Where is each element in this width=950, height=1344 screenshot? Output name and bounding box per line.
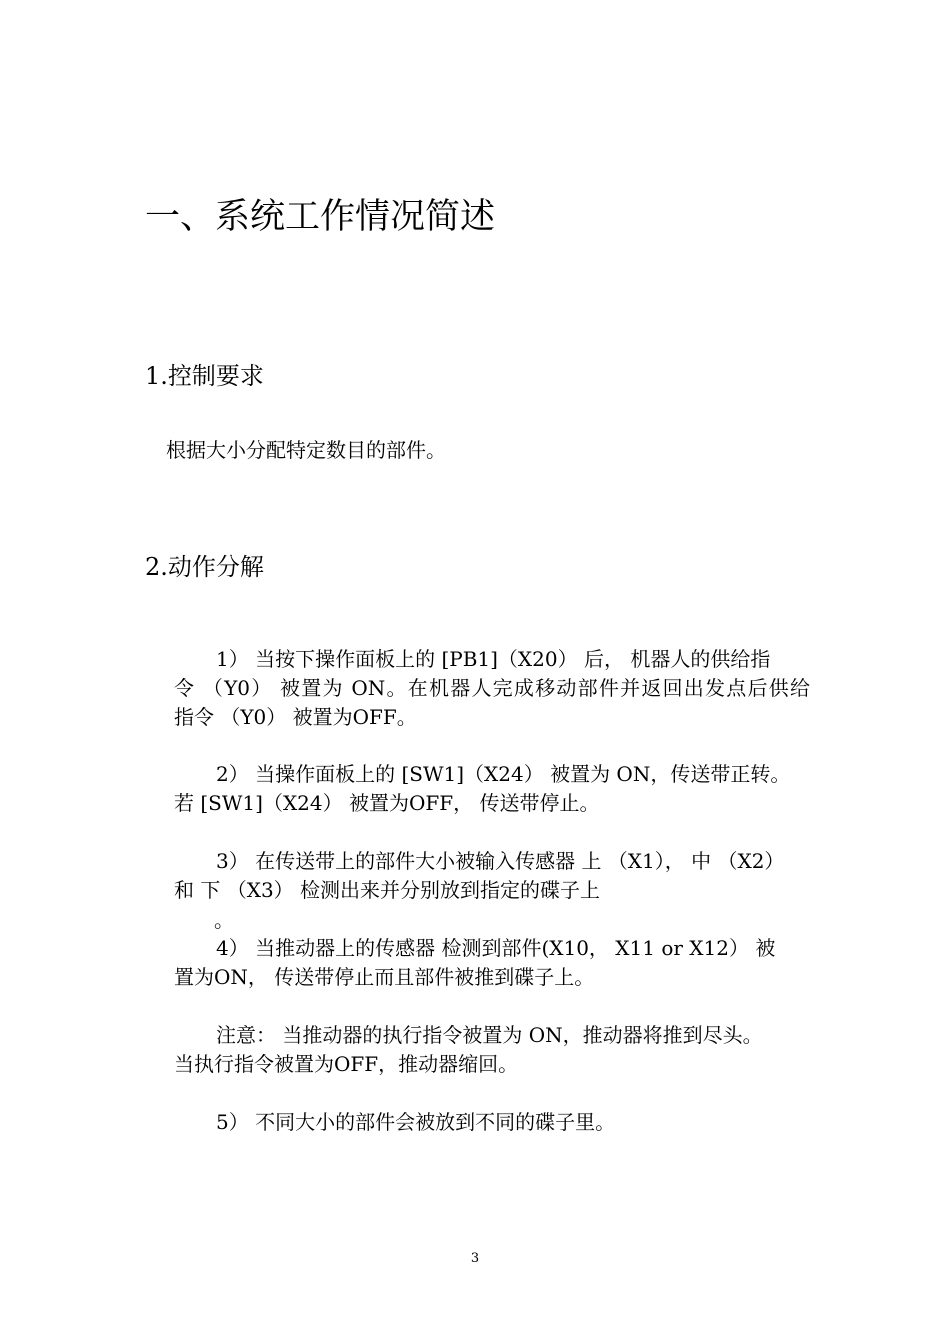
page-title: 一、系统工作情况简述 — [145, 197, 496, 237]
paragraph-line: 令 （Y0） 被置为 ON。在机器人完成移动部件并返回出发点后供给 — [174, 676, 810, 700]
section-heading-action-breakdown: 2.动作分解 — [145, 553, 264, 581]
section-heading-control-requirements: 1.控制要求 — [145, 362, 264, 390]
paragraph-line: 注意： 当推动器的执行指令被置为 ON，推动器将推到尽头。 — [216, 1023, 763, 1047]
control-requirements-text: 根据大小分配特定数目的部件。 — [166, 438, 446, 462]
paragraph-line: 1） 当按下操作面板上的 [PB1]（X20） 后， 机器人的供给指 — [216, 647, 771, 671]
paragraph-line: 若 [SW1]（X24） 被置为OFF， 传送带停止。 — [174, 791, 600, 815]
paragraph-line: 5） 不同大小的部件会被放到不同的碟子里。 — [216, 1110, 616, 1134]
paragraph-line: 3） 在传送带上的部件大小被输入传感器 上 （X1）， 中 （X2） — [216, 849, 785, 873]
paragraph-step-4 — [174, 934, 810, 992]
paragraph-line: 4） 当推动器上的传感器 检测到部件(X10， X11 or X12） 被 — [216, 936, 776, 960]
paragraph-step-3-tail: 。 — [214, 908, 234, 932]
paragraph-line: 指令 （Y0） 被置为OFF。 — [174, 705, 417, 729]
paragraph-line: 当执行指令被置为OFF，推动器缩回。 — [174, 1052, 519, 1076]
paragraph-step-5 — [174, 1108, 810, 1137]
paragraph-step-3 — [174, 847, 810, 905]
paragraph-step-1 — [174, 645, 810, 732]
paragraph-line: 2） 当操作面板上的 [SW1]（X24） 被置为 ON，传送带正转。 — [216, 762, 791, 786]
paragraph-line: 置为ON， 传送带停止而且部件被推到碟子上。 — [174, 965, 595, 989]
paragraph-note — [174, 1021, 810, 1079]
paragraph-step-2 — [174, 760, 810, 818]
page-number: 3 — [470, 1251, 480, 1266]
paragraph-line: 和 下 （X3） 检测出来并分别放到指定的碟子上 — [174, 878, 601, 902]
